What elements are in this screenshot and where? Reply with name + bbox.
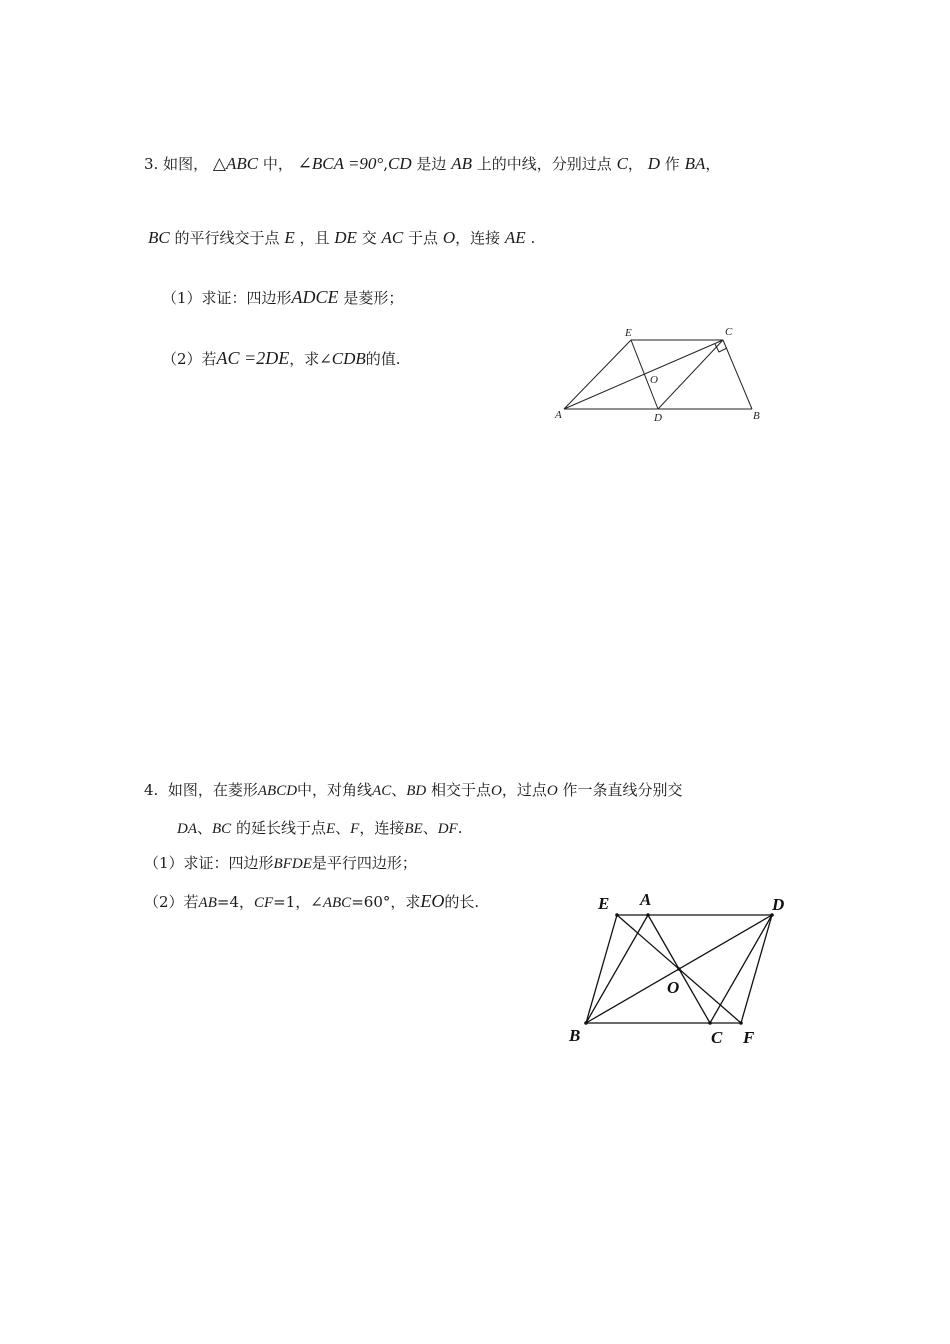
segment-dc: [710, 915, 772, 1023]
point-a: [646, 913, 650, 917]
label-b: B: [569, 1026, 581, 1045]
point-o: [677, 967, 681, 971]
segment-be: [586, 915, 617, 1023]
triangle-abc: △ABC: [212, 154, 259, 173]
label-c: C: [725, 326, 733, 338]
segment-cb: [723, 340, 752, 409]
problem3-figure: [548, 322, 778, 432]
segment-ae: [564, 340, 631, 409]
problem3-question1: （1）求证：四边形ADCE 是菱形；: [162, 287, 404, 307]
label-e: E: [625, 327, 632, 339]
problem4-line2: DA、BC 的延长线于点E、F，连接BE、DF.: [177, 819, 463, 837]
label-o: O: [650, 374, 658, 386]
segment-ba: [586, 915, 648, 1023]
problem4-number: 4.: [144, 781, 159, 799]
segment-cd: [658, 340, 723, 409]
point-f: [739, 1021, 743, 1025]
label-d: D: [654, 412, 662, 424]
problem4-question2: （2）若AB=4，CF=1，∠ABC=60°，求EO的长.: [144, 891, 480, 911]
angle-bca: ∠BCA =90°: [297, 154, 384, 173]
point-b: [584, 1021, 588, 1025]
problem3-line2: BC 的平行线交于点 E ，且 DE 交 AC 于点 O，连接 AE .: [148, 228, 536, 247]
point-e: [615, 913, 619, 917]
segment-df: [741, 915, 772, 1023]
problem3-question2: （2）若AC =2DE，求∠CDB的值.: [162, 348, 401, 368]
label-a: A: [555, 409, 562, 421]
label-o: O: [667, 978, 680, 997]
label-f: F: [743, 1028, 755, 1047]
label-c: C: [711, 1028, 723, 1047]
label-a: A: [640, 890, 652, 909]
problem4-line1: 4. 如图，在菱形ABCD中，对角线AC、BD 相交于点O，过点O 作一条直线分别交: [144, 781, 683, 799]
label-b: B: [753, 410, 760, 422]
problem3-number: 3.: [144, 155, 159, 173]
segment-ac: [564, 340, 723, 409]
label-e: E: [598, 894, 610, 913]
point-c: [708, 1021, 712, 1025]
problem4-figure: [560, 885, 800, 1055]
problem3-line1: 3. 如图， △ABC 中， ∠BCA =90°,CD 是边 AB 上的中线，分别过点 C， D 作 BA，: [144, 154, 721, 173]
problem4-question1: （1）求证：四边形BFDE是平行四边形；: [144, 854, 417, 872]
label-d: D: [772, 895, 785, 914]
